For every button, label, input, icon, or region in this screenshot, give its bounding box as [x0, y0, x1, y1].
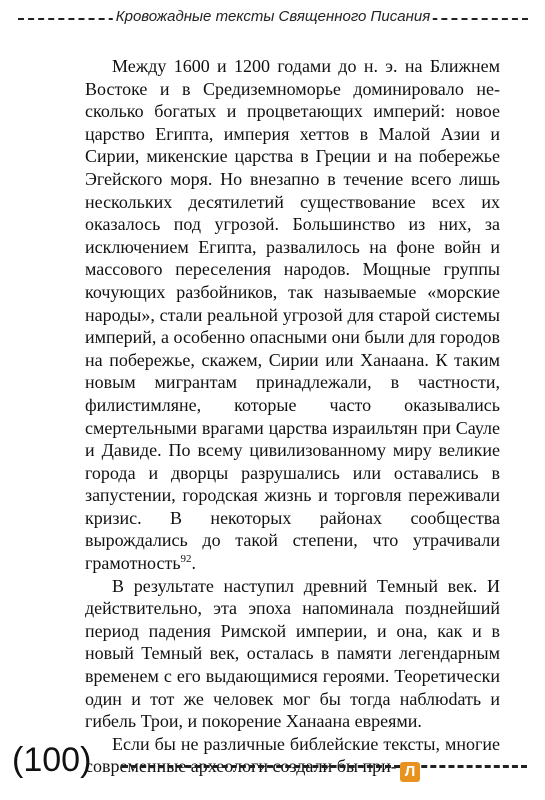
paragraph-1: [85, 55, 500, 575]
paragraph-1-tail: .: [191, 553, 197, 574]
body-text: [85, 55, 500, 778]
paragraph-2: В результате наступил древний Темный век. И действительно, эта эпоха напоминала позднейший период падения Римской империи, и она, как и в новый Темный век, осталась в памяти легендарным временем с его выдающимися героями. Теоретически один и тот же человек мог бы тогда наблюdать и гибель Трои, и покорение Ханаана евреями.: [85, 575, 500, 732]
litres-logo-icon: Л: [400, 762, 420, 782]
running-title: Кровожадные тексты Священного Писания: [113, 8, 433, 25]
running-header: [18, 6, 528, 30]
paragraph-1-text: Между 1600 и 1200 годами до н. э. на Ближнем Востоке и в Средиземноморье доминировало несколько богатых и процветающих империй: новое царство Египта, империя хеттов в Малой Азии и Сирии, микенские царства в Греции и на побережье Эгейского моря. Но внезапно в течение всего лишь нескольких десятилетий существование всех их оказалось под угрозой. Большинство из них, за исключением Египта, развалилось на фоне войн и массового переселения народов. Мощные группы кочующих разбойников, так называемые «морские народы», стали реальной угрозой для старой системы империй, а особенно опасными они были для городов на побережье, скажем, Сирии или Ханаана. К таким новым мигрантам принадлежали, в частности, филистимляне, которые часто оказывались смертельными врагами царства израильтян при Сауле и Давиде. По всему цивилизованному миру великие города и дворцы разрушались или оставались в запустении, городская жизнь и торговля переживали кризис. В некоторых районах сообщества вырождались до такой степени, что утрачивали грамотность: [85, 56, 500, 574]
footnote-marker: 92: [180, 553, 192, 566]
footer-dashed-rule: [122, 765, 527, 768]
paragraph-3: Если бы не различные библейские тексты, многие современные археологи создали бы при-: [85, 733, 500, 777]
page-footer: [0, 735, 545, 785]
page-number: (100): [12, 741, 92, 779]
page-number-value: 100: [23, 741, 81, 779]
